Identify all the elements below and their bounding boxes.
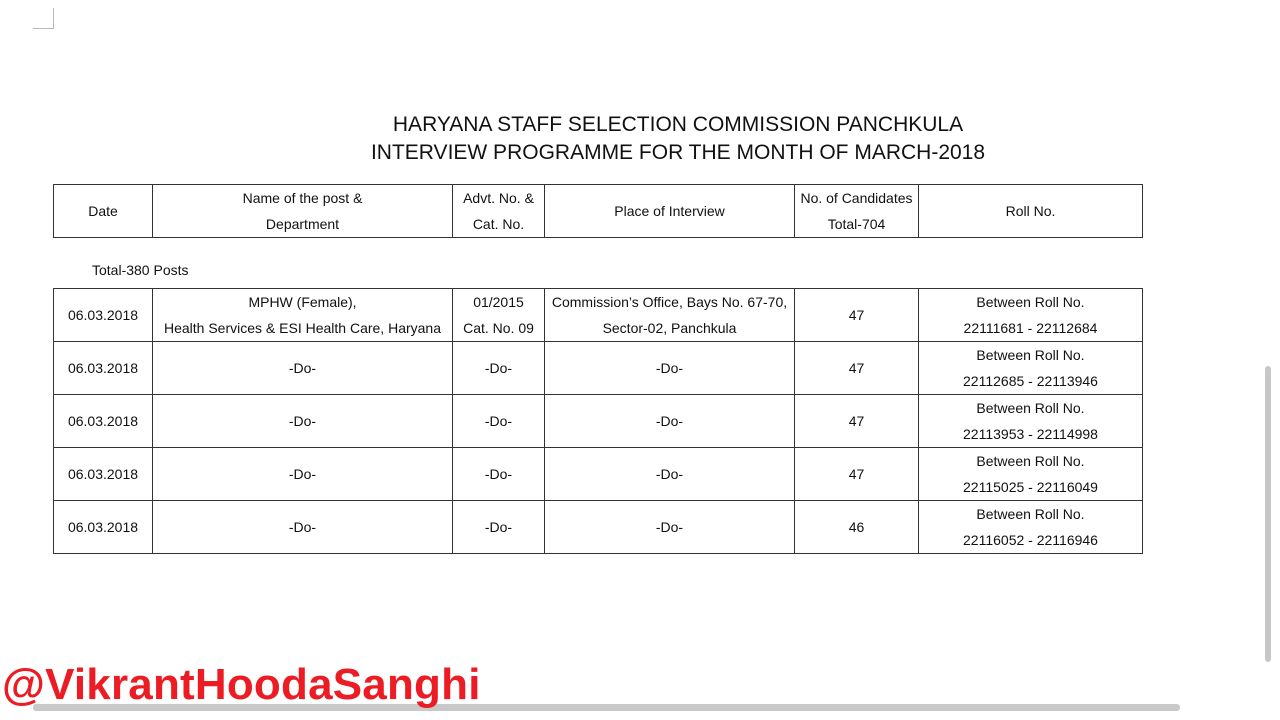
cell-date: 06.03.2018 [54,448,153,501]
header-candidates [795,185,919,238]
header-date: Date [54,185,153,238]
cell-post [153,289,453,342]
cell-post: -Do- [153,342,453,395]
table-row [54,501,1143,554]
header-roll: Roll No. [919,185,1143,238]
cell-advt: -Do- [453,342,545,395]
page-corner-mark [33,8,54,29]
document-title [0,111,1280,167]
cell-date: 06.03.2018 [54,501,153,554]
table-row [54,289,1143,342]
header-candidates-line-1: No. of Candidates [800,190,913,206]
cell-roll-range: 22111681 - 22112684 [963,320,1098,336]
cell-roll-range: 22113953 - 22114998 [963,426,1098,442]
cell-roll-range: 22116052 - 22116946 [963,532,1098,548]
cell-advt: -Do- [453,395,545,448]
cell-date: 06.03.2018 [54,395,153,448]
interview-schedule-table [53,288,1143,554]
cell-advt-line-2: Cat. No. 09 [463,320,534,336]
header-advt-line-1: Advt. No. & [463,190,534,206]
table-row [54,342,1143,395]
cell-place-line-2: Sector-02, Panchkula [602,320,737,336]
cell-candidates: 47 [795,395,919,448]
cell-post: -Do- [153,395,453,448]
header-post-line-1: Name of the post & [242,190,363,206]
header-candidates-line-2: Total-704 [827,216,886,232]
cell-roll [919,448,1143,501]
table-row [54,395,1143,448]
cell-place: -Do- [545,501,795,554]
header-place: Place of Interview [545,185,795,238]
cell-roll [919,342,1143,395]
header-advt [453,185,545,238]
cell-roll-label: Between Roll No. [976,400,1085,416]
header-post-line-2: Department [265,216,340,232]
cell-advt-line-1: 01/2015 [473,294,524,310]
cell-place [545,289,795,342]
title-line-1: HARYANA STAFF SELECTION COMMISSION PANCHKULA [392,113,964,136]
header-post [153,185,453,238]
cell-candidates: 47 [795,342,919,395]
title-line-2: INTERVIEW PROGRAMME FOR THE MONTH OF MARCH-2018 [370,141,986,164]
header-row [54,185,1143,238]
cell-roll-label: Between Roll No. [976,453,1085,469]
watermark-handle: @VikrantHoodaSanghi [2,660,481,709]
cell-post-line-1: MPHW (Female), [248,294,357,310]
cell-post: -Do- [153,448,453,501]
cell-place: -Do- [545,342,795,395]
cell-date: 06.03.2018 [54,342,153,395]
cell-roll-label: Between Roll No. [976,347,1085,363]
cell-advt [453,289,545,342]
cell-roll [919,395,1143,448]
cell-candidates: 47 [795,448,919,501]
cell-roll-range: 22112685 - 22113946 [963,373,1098,389]
table-row [54,448,1143,501]
vertical-scrollbar[interactable] [1265,366,1271,662]
cell-roll-range: 22115025 - 22116049 [963,479,1098,495]
cell-roll [919,289,1143,342]
cell-post: -Do- [153,501,453,554]
table-header [53,184,1143,238]
cell-candidates: 47 [795,289,919,342]
cell-advt: -Do- [453,448,545,501]
cell-roll-label: Between Roll No. [976,506,1085,522]
cell-candidates: 46 [795,501,919,554]
cell-date: 06.03.2018 [54,289,153,342]
cell-place: -Do- [545,448,795,501]
cell-roll-label: Between Roll No. [976,294,1085,310]
cell-place-line-1: Commission’s Office, Bays No. 67-70, [551,294,788,310]
header-advt-line-2: Cat. No. [472,216,525,232]
cell-post-line-2: Health Services & ESI Health Care, Haryana [163,320,441,336]
cell-roll [919,501,1143,554]
cell-place: -Do- [545,395,795,448]
total-posts-label: Total-380 Posts [92,262,189,278]
cell-advt: -Do- [453,501,545,554]
